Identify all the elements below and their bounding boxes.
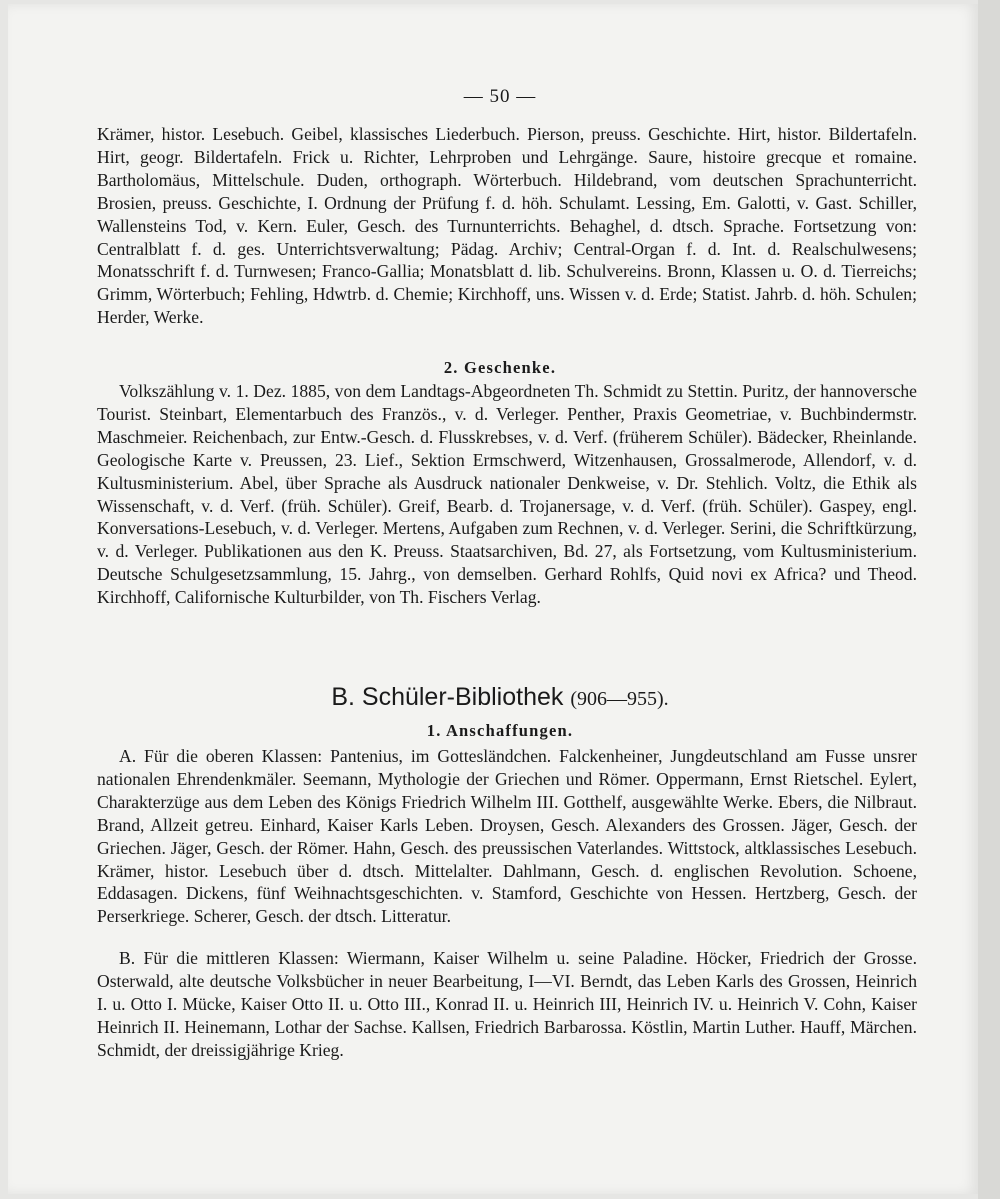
page-number: — 50 — [463,86,537,107]
paragraph-text: Volkszählung v. 1. Dez. 1885, von dem Landtags-Abgeordneten Th. Schmidt zu Stettin. Puritz, der hannoversche Tourist. Steinbart, Elementarbuch des Französ., v. d. Verleger. Penther, Praxis Geometriae, v. Buchbindermstr. Maschmeier. Reichenbach, zur Entw.-Gesch. d. Flusskrebses, v. d. Verf. (früherem Schüler). Bädecker, Rheinlande. Geologische Karte v. Preussen, 23. Lief., Sektion Ermschwerd, Witzenhausen, Grossalmerode, Allendorf, v. d. Kultusministerium. Abel, über Sprache als Ausdruck nationaler Denkweise, v. Dr. Stehlich. Voltz, die Ethik als Wissenschaft, v. d. Verf. (früh. Schüler). Greif, Bearb. d. Trojanersage, v. d. Verf. (früh. Schüler). Gaspey, engl. Konversations-Lesebuch, v. d. Verleger. Mertens, Aufgaben zum Rechnen, v. d. Verleger. Serini, die Schriftkürzung, v. d. Verleger. Publikationen aus den K. Preuss. Staatsarchiven, Bd. 27, als Fortsetzung, vom Kultusministerium. Deutsche Schulgesetzsammlung, 15. Jahrg., von demselben. Gerhard Rohlfs, Quid novi ex Africa? und Theod. Kirchhoff, Californische Kulturbilder, von Th. Fischers Verlag. [97,381,917,608]
paragraph-text: B. Für die mittleren Klassen: Wiermann, Kaiser Wilhelm u. seine Paladine. Höcker, Friedrich der Grosse. Osterwald, alte deutsche Volksbücher in neuer Bearbeitung, I—VI. Berndt, das Leben Karls des Grossen, Heinrich I. u. Otto I. Mücke, Kaiser Otto II. u. Otto III., Konrad II. u. Heinrich III, Heinrich IV. u. Heinrich V. Cohn, Kaiser Heinrich II. Heinemann, Lothar der Sachse. Kallsen, Friedrich Barbarossa. Köstlin, Martin Luther. Hauff, Märchen. Schmidt, der dreissigjährige Krieg. [97,948,917,1060]
paragraph-upper-classes [97,745,917,928]
paragraph-text: A. Für die oberen Klassen: Pantenius, im Gottesländchen. Falckenheiner, Jungdeutschland am Fusse unsrer nationalen Ehrendenkmäler. Seemann, Mythologie der Griechen und Römer. Oppermann, Ernst Rietschel. Eylert, Charakterzüge aus dem Leben des Königs Friedrich Wilhelm III. Gotthelf, ausgewählte Werke. Ebers, die Nilbraut. Brand, Allzeit getreu. Einhard, Kaiser Karls Leben. Droysen, Gesch. Alexanders des Grossen. Jäger, Gesch. der Griechen. Jäger, Gesch. der Römer. Hahn, Gesch. des preussischen Vaterlandes. Wittstock, altklassisches Lesebuch. Krämer, histor. Lesebuch über d. dtsch. Mittelalter. Dahlmann, Gesch. d. englischen Revolution. Schoene, Eddasagen. Dickens, fünf Weihnachtsgeschichten. v. Stamford, Geschichte von Hessen. Hertzberg, Gesch. der Perserkriege. Scherer, Gesch. der dtsch. Litteratur. [97,746,917,927]
section-heading-acquisitions: 1. Anschaffungen. [426,721,574,740]
paragraph-middle-classes [97,947,917,1062]
paragraph-continuation [97,123,917,329]
library-title: B. Schüler-Bibliothek [331,683,564,711]
library-range: (906—955). [570,688,669,710]
paragraph-gifts [97,380,917,609]
section-heading-gifts: 2. Geschenke. [443,358,557,377]
section-heading-library [0,683,1000,712]
paragraph-text: Krämer, histor. Lesebuch. Geibel, klassisches Liederbuch. Pierson, preuss. Geschichte. Hirt, histor. Bildertafeln. Hirt, geogr. Bildertafeln. Frick u. Richter, Lehrproben und Lehrgänge. Saure, histoire grecque et romaine. Bartholomäus, Mittelschule. Duden, orthograph. Wörterbuch. Hildebrand, vom deutschen Sprachunterricht. Brosien, preuss. Geschichte, I. Ordnung der Prüfung f. d. höh. Schulamt. Lessing, Em. Galotti, v. Gast. Schiller, Wallensteins Tod, v. Kern. Euler, Gesch. des Turnunterrichts. Behaghel, d. dtsch. Sprache. Fortsetzung von: Centralblatt f. d. ges. Unterrichtsverwaltung; Pädag. Archiv; Central-Organ f. d. Int. d. Realschulwesens; Monatsschrift f. d. Turnwesen; Franco-Gallia; Monatsblatt d. lib. Schulvereins. Bronn, Klassen u. O. d. Tierreichs; Grimm, Wörterbuch; Fehling, Hdwtrb. d. Chemie; Kirchhoff, uns. Wissen v. d. Erde; Statist. Jahrb. d. höh. Schulen; Herder, Werke. [97,124,917,328]
page-edge [978,0,1000,1199]
